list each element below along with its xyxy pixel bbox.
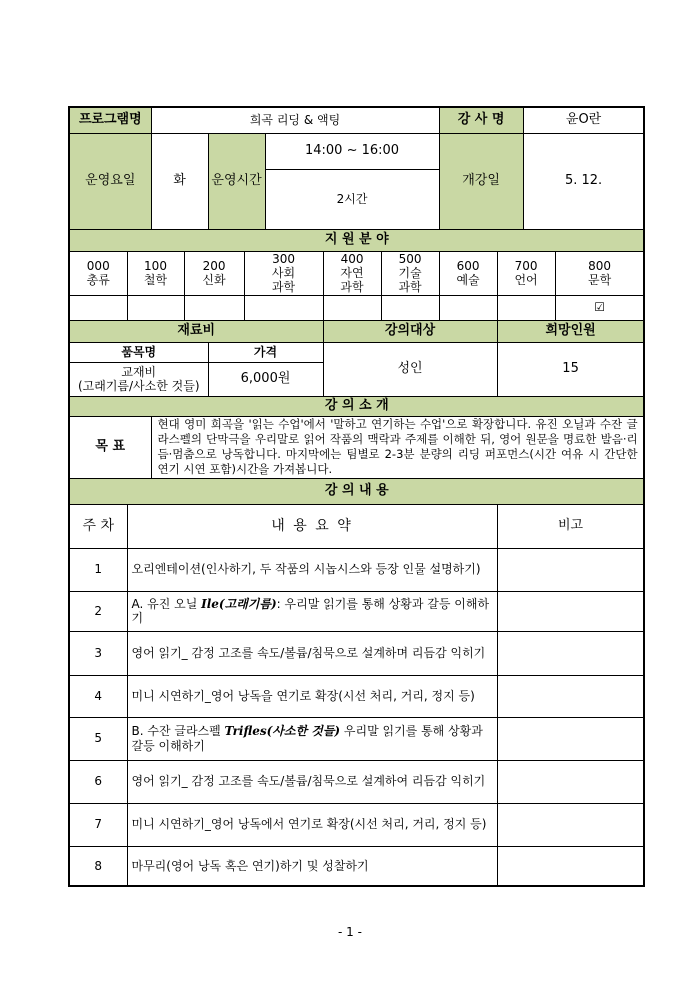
week-summary: 미니 시연하기_영어 낭독을 연기로 확장(시선 처리, 거리, 정지 등)	[127, 675, 497, 717]
week-note	[497, 591, 644, 631]
support-check-500[interactable]	[381, 295, 439, 320]
week-number: 8	[69, 846, 127, 886]
support-field-400: 400 자연 과학	[323, 251, 381, 295]
capacity-value: 15	[497, 342, 644, 396]
week-summary: 미니 시연하기_영어 낭독에서 연기로 확장(시선 처리, 거리, 정지 등)	[127, 803, 497, 846]
target-value: 성인	[323, 342, 497, 396]
materials-title: 재료비	[69, 320, 323, 342]
week-header: 주 차	[69, 504, 127, 548]
support-field-100: 100 철학	[127, 251, 184, 295]
summary-header: 내 용 요 약	[127, 504, 497, 548]
week-summary: 영어 읽기_ 감정 고조를 속도/볼륨/침묵으로 설계하여 리듬감 익히기	[127, 760, 497, 803]
week-summary: 오리엔테이션(인사하기, 두 작품의 시놉시스와 등장 인물 설명하기)	[127, 548, 497, 591]
week-note	[497, 675, 644, 717]
week-note	[497, 548, 644, 591]
week-row	[69, 631, 644, 675]
support-check-300[interactable]	[244, 295, 323, 320]
price-value: 6,000원	[208, 362, 323, 396]
week-row	[69, 760, 644, 803]
note-header: 비고	[497, 504, 644, 548]
week-number: 4	[69, 675, 127, 717]
support-check-400[interactable]	[323, 295, 381, 320]
time-value: 14:00 ~ 16:00	[265, 133, 439, 169]
week-number: 2	[69, 591, 127, 631]
support-check-800[interactable]	[555, 295, 644, 320]
week-note	[497, 631, 644, 675]
duration-value: 2시간	[265, 169, 439, 229]
item-label: 품목명	[69, 342, 208, 362]
week-note	[497, 717, 644, 760]
open-date-label: 개강일	[439, 133, 523, 229]
day-value: 화	[151, 133, 208, 229]
week-number: 6	[69, 760, 127, 803]
week-row	[69, 717, 644, 760]
week-note	[497, 846, 644, 886]
price-label: 가격	[208, 342, 323, 362]
week-summary: A. 유진 오닐 Ile(고래기름): 우리말 읽기를 통해 상황과 갈등 이해하기	[127, 591, 497, 631]
support-field-000: 000 총류	[69, 251, 127, 295]
week-number: 5	[69, 717, 127, 760]
instructor-label: 강 사 명	[439, 107, 523, 133]
week-number: 7	[69, 803, 127, 846]
week-note	[497, 760, 644, 803]
support-field-200: 200 신화	[184, 251, 244, 295]
item-value: 교재비 (고래기름/사소한 것들)	[69, 362, 208, 396]
support-field-700: 700 언어	[497, 251, 555, 295]
support-check-200[interactable]	[184, 295, 244, 320]
capacity-label: 희망인원	[497, 320, 644, 342]
support-title: 지 원 분 야	[69, 229, 644, 251]
open-date-value: 5. 12.	[523, 133, 644, 229]
support-field-800: 800 문학	[555, 251, 644, 295]
day-label: 운영요일	[69, 133, 151, 229]
week-summary: 영어 읽기_ 감정 고조를 속도/볼륨/침묵으로 설계하며 리듬감 익히기	[127, 631, 497, 675]
support-fields-row	[69, 251, 644, 295]
program-name-value: 희곡 리딩 & 액팅	[151, 107, 439, 133]
instructor-value: 윤O란	[523, 107, 644, 133]
week-row	[69, 675, 644, 717]
support-field-600: 600 예술	[439, 251, 497, 295]
intro-text: 현대 영미 희곡을 '읽는 수업'에서 '말하고 연기하는 수업'으로 확장합니다. 유진 오닐과 수잔 글라스펠의 단막극을 우리말로 읽어 작품의 맥락과 주제를 이해한 뒤, 영어 원문을 명료한 발음·리듬·멈춤으로 낭독합니다. 마지막에는 팀별로 2-3분 분량의 리딩 퍼포먼스(시간 여유 시 간단한 연기 시연 포함)시간을 가져봅니다.	[151, 416, 644, 478]
week-number: 1	[69, 548, 127, 591]
support-check-700[interactable]	[497, 295, 555, 320]
week-row	[69, 591, 644, 631]
support-check-100[interactable]	[127, 295, 184, 320]
content-title: 강 의 내 용	[69, 478, 644, 504]
page-number: - 1 -	[338, 925, 362, 939]
week-number: 3	[69, 631, 127, 675]
support-check-600[interactable]	[439, 295, 497, 320]
program-table	[68, 106, 645, 887]
support-check-row	[69, 295, 644, 320]
week-summary: B. 수잔 글라스펠 Trifles(사소한 것들) 우리말 읽기를 통해 상황과 갈등 이해하기	[127, 717, 497, 760]
week-note	[497, 803, 644, 846]
checkbox-checked-icon[interactable]: ☑	[594, 300, 605, 315]
support-field-500: 500 기술 과학	[381, 251, 439, 295]
program-name-label: 프로그램명	[69, 107, 151, 133]
target-label: 강의대상	[323, 320, 497, 342]
week-summary: 마무리(영어 낭독 혹은 연기)하기 및 성찰하기	[127, 846, 497, 886]
intro-title: 강 의 소 개	[69, 396, 644, 416]
support-check-000[interactable]	[69, 295, 127, 320]
goal-label: 목 표	[69, 416, 151, 478]
week-row	[69, 846, 644, 886]
support-field-300: 300 사회 과학	[244, 251, 323, 295]
week-row	[69, 803, 644, 846]
time-label: 운영시간	[208, 133, 265, 229]
week-row	[69, 548, 644, 591]
